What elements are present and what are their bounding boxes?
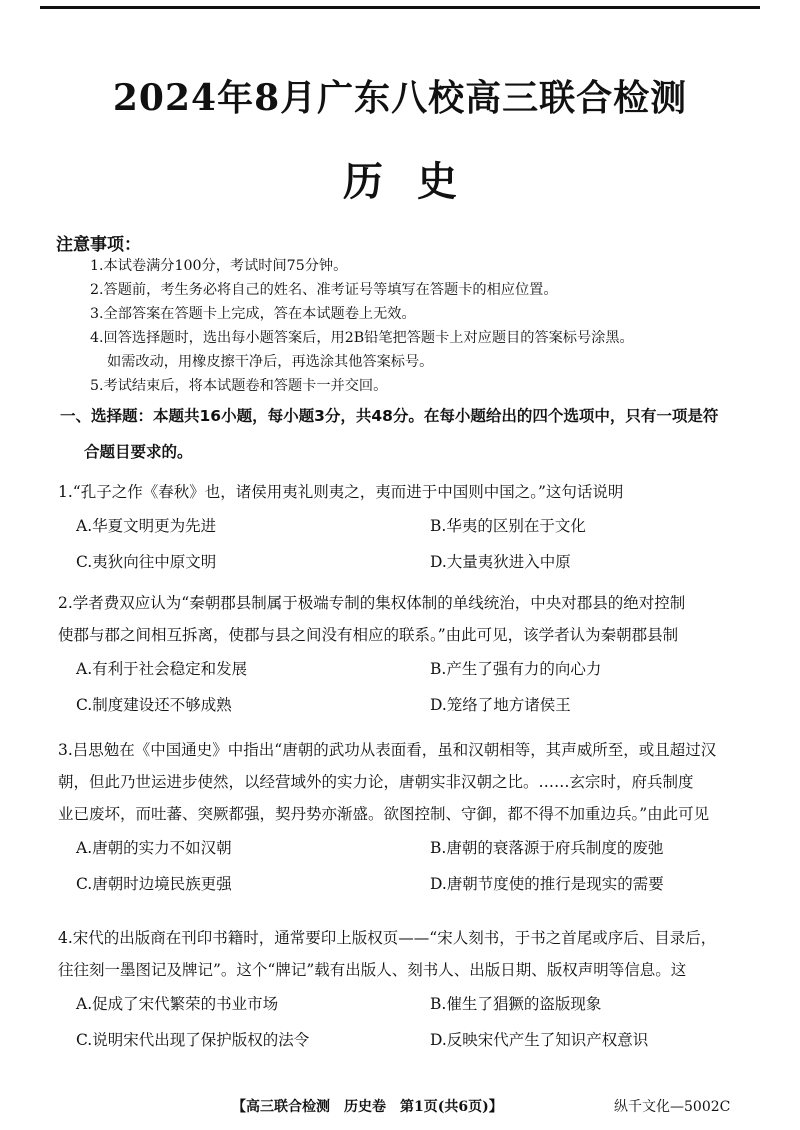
section-line: 合题目要求的。 [84,443,193,461]
option-d[interactable]: D.反映宋代产生了知识产权意识 [430,1031,649,1049]
question-stem: 使郡与郡之间相互拆离，使郡与县之间没有相应的联系。”由此可见，该学者认为秦朝郡县制 [58,626,679,644]
option-c[interactable]: C.夷狄向往中原文明 [76,553,217,571]
notice-list [90,254,770,398]
question-stem: 朝，但此乃世运进步使然，以经营域外的实力论，唐朝实非汉朝之比。……玄宗时，府兵制度 [58,773,694,791]
question-2 [58,587,770,723]
question-4 [58,922,770,1058]
question-options [58,508,770,580]
footer-page-info: 【高三联合检测 历史卷 第1页(共6页)】 [232,1099,503,1115]
option-d[interactable]: D.笼络了地方诸侯王 [430,696,571,714]
question-stem: 3.吕思勉在《中国通史》中指出“唐朝的武功从表面看，虽和汉朝相等，其声威所至，或且超过汉 [58,741,717,759]
option-c[interactable]: C.说明宋代出现了保护版权的法令 [76,1031,310,1049]
option-b[interactable]: B.唐朝的衰落源于府兵制度的废弛 [430,839,664,857]
option-b[interactable]: B.产生了强有力的向心力 [430,660,602,678]
top-rule [40,6,760,9]
option-b[interactable]: B.催生了猖獗的盗版现象 [430,995,602,1013]
footer-code: 纵千文化—5002C [614,1099,731,1115]
notice-item: 2.答题前，考生务必将自己的姓名、准考证号等填写在答题卡的相应位置。 [90,282,558,298]
question-stem: 往往刻一墨图记及牌记”。这个“牌记”载有出版人、刻书人、出版日期、版权声明等信息。这 [58,961,687,979]
question-stem: 1.“孔子之作《春秋》也，诸侯用夷礼则夷之，夷而进于中国则中国之。”这句话说明 [58,483,624,501]
section-line: 一、选择题：本题共16小题，每小题3分，共48分。在每小题给出的四个选项中，只有一项是符 [60,407,719,425]
question-options [58,651,770,723]
option-a[interactable]: A.华夏文明更为先进 [76,517,217,535]
notice-item: 5.考试结束后，将本试题卷和答题卡一并交回。 [90,378,388,394]
option-a[interactable]: A.促成了宋代繁荣的书业市场 [76,995,279,1013]
notice-heading: 注意事项： [56,235,141,255]
notice-item: 3.全部答案在答题卡上完成，答在本试题卷上无效。 [90,306,416,322]
subject-title: 历史 [343,158,491,205]
question-options [58,830,770,902]
notice-item: 如需改动，用橡皮擦干净后，再选涂其他答案标号。 [107,354,434,370]
option-d[interactable]: D.大量夷狄进入中原 [430,553,571,571]
option-d[interactable]: D.唐朝节度使的推行是现实的需要 [430,875,664,893]
question-stem: 业已废坏，而吐蕃、突厥都强，契丹势亦渐盛。欲图控制、守御，都不得不加重边兵。”由此可见 [58,805,710,823]
option-a[interactable]: A.唐朝的实力不如汉朝 [76,839,232,857]
question-stem: 2.学者费双应认为“秦朝郡县制属于极端专制的集权体制的单线统治，中央对郡县的绝对控制 [58,594,686,612]
option-c[interactable]: C.制度建设还不够成熟 [76,696,232,714]
notice-item: 1.本试卷满分100分，考试时间75分钟。 [90,258,348,274]
option-a[interactable]: A.有利于社会稳定和发展 [76,660,248,678]
option-c[interactable]: C.唐朝时边境民族更强 [76,875,232,893]
notice-item: 4.回答选择题时，选出每小题答案后，用2B铅笔把答题卡上对应题目的答案标号涂黑。 [90,330,634,346]
question-stem: 4.宋代的出版商在刊印书籍时，通常要印上版权页——“宋人刻书，于书之首尾或序后、目录后， [58,929,717,947]
question-options [58,986,770,1058]
section-heading [60,398,760,470]
question-3 [58,734,770,902]
question-1 [58,476,770,580]
option-b[interactable]: B.华夷的区别在于文化 [430,517,586,535]
exam-title: 2024年8月广东八校高三联合检测 [112,77,688,119]
